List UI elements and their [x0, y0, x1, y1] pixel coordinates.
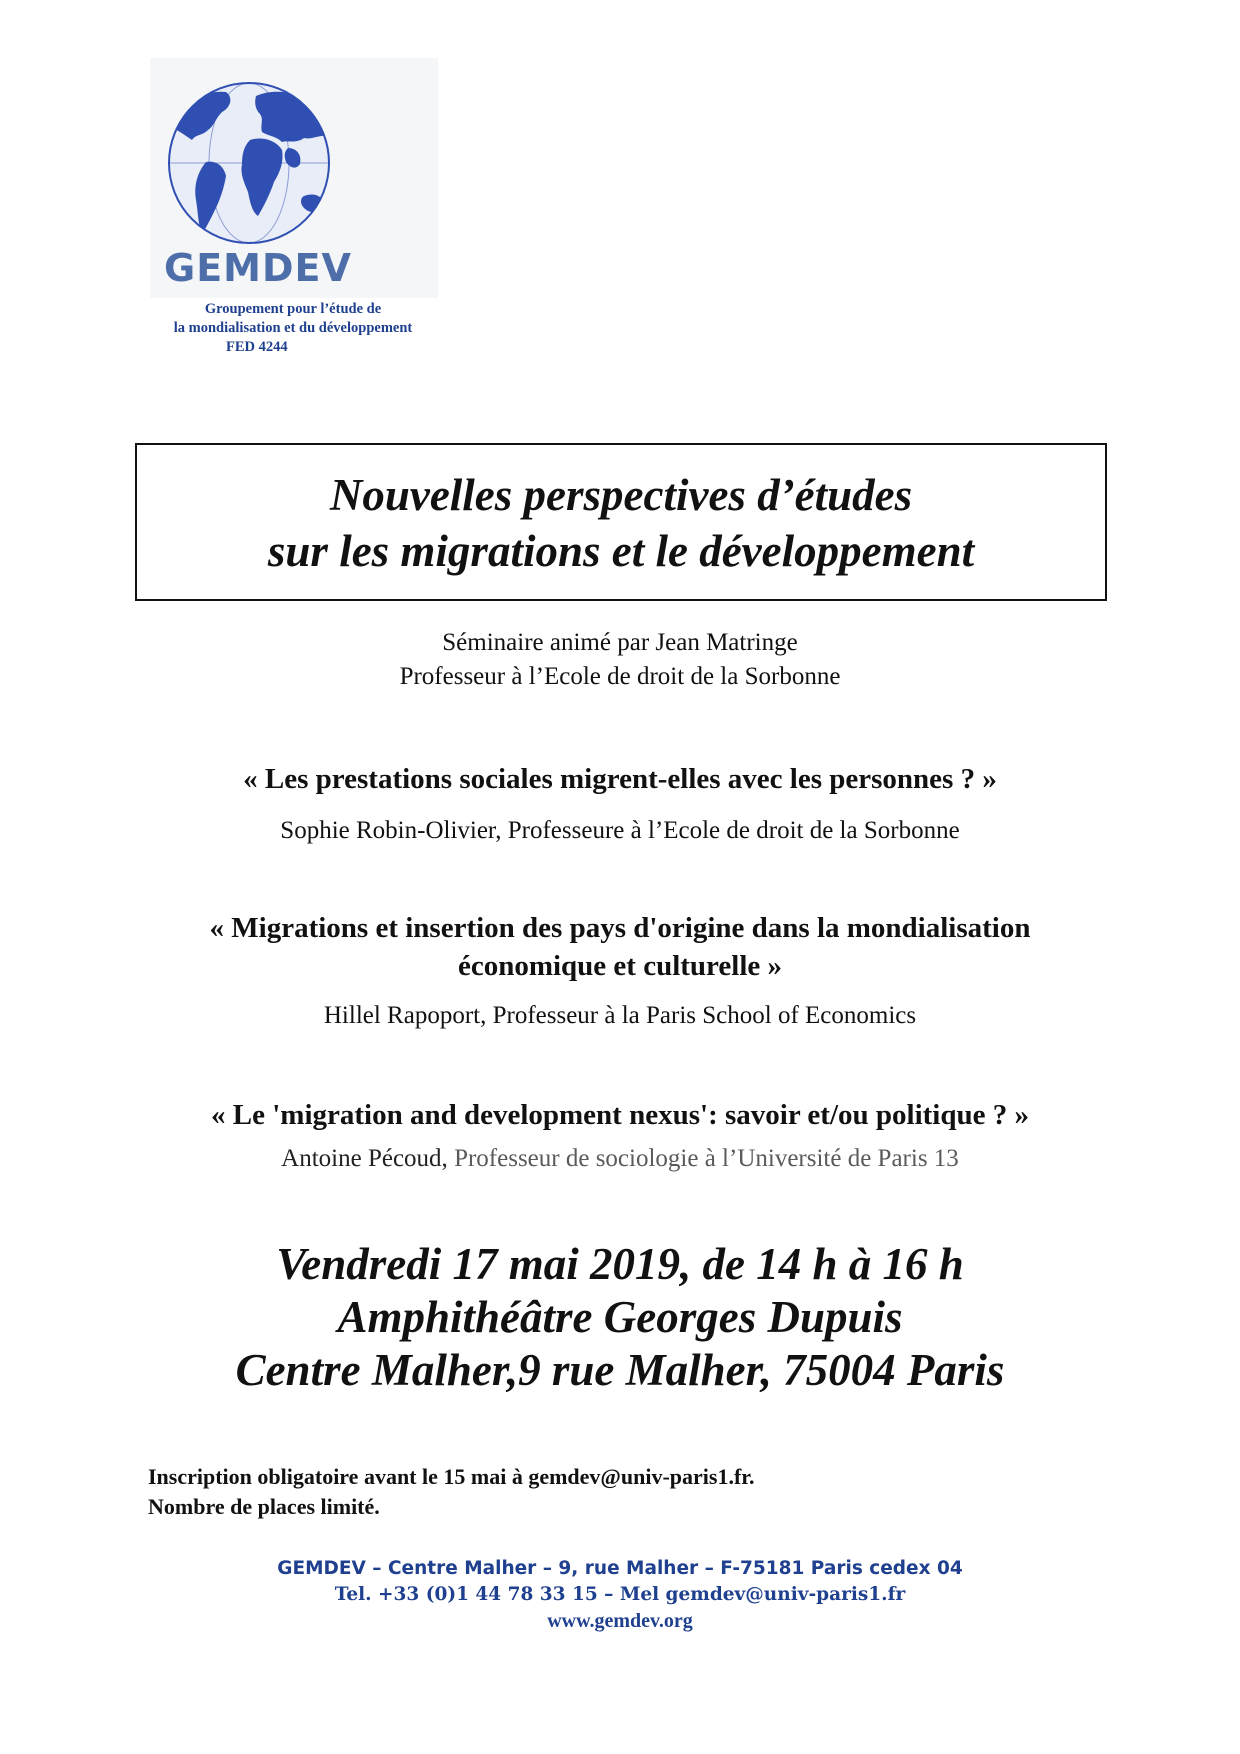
seminar-host [0, 626, 1240, 694]
talk-2-speaker: Hillel Rapoport, Professeur à la Paris School of Economics [323, 1002, 917, 1029]
org-name-line-1: Groupement pour l’étude de [204, 301, 382, 317]
talk-1-speaker: Sophie Robin-Olivier, Professeure à l’Ecole de droit de la Sorbonne [280, 817, 960, 844]
event-room: Amphithéâtre Georges Dupuis [337, 1292, 903, 1342]
talk-1 [0, 760, 1240, 847]
contact-footer [0, 1556, 1240, 1634]
talk-3-speaker-name: Antoine Pécoud, [281, 1145, 448, 1172]
talk-3 [0, 1096, 1240, 1175]
footer-website-link[interactable]: www.gemdev.org [547, 1610, 693, 1632]
registration-line: Inscription obligatoire avant le 15 mai à gemdev@univ-paris1.fr. [148, 1464, 755, 1489]
gemdev-logo [150, 58, 438, 298]
event-date: Vendredi 17 mai 2019, de 14 h à 16 h [276, 1239, 964, 1289]
registration-notice [148, 1462, 755, 1522]
talk-3-speaker-role: Professeur de sociologie à l’Université de Paris 13 [447, 1145, 959, 1172]
globe-icon [164, 78, 334, 248]
org-description [138, 300, 448, 357]
event-details [0, 1238, 1240, 1397]
talk-3-speaker [0, 1143, 1240, 1175]
talk-2-title-line-1: « Migrations et insertion des pays d'origine dans la mondialisation [209, 912, 1031, 944]
limited-seats-line: Nombre de places limité. [148, 1494, 380, 1519]
org-name-line-2: la mondialisation et du développement [173, 320, 413, 336]
seminar-title-box [135, 443, 1107, 601]
seminar-title-line-1: Nouvelles perspectives d’études [329, 470, 913, 520]
footer-phone-email: Tel. +33 (0)1 44 78 33 15 – Mel gemdev@univ-paris1.fr [334, 1584, 906, 1605]
talk-2 [0, 909, 1240, 1032]
seminar-host-affiliation: Professeur à l’Ecole de droit de la Sorbonne [399, 663, 841, 690]
seminar-host-line: Séminaire animé par Jean Matringe [442, 629, 798, 656]
event-address: Centre Malher,9 rue Malher, 75004 Paris [235, 1345, 1005, 1395]
talk-3-title: « Le 'migration and development nexus': savoir et/ou politique ? » [211, 1099, 1029, 1131]
footer-address: GEMDEV – Centre Malher – 9, rue Malher – F-75181 Paris cedex 04 [277, 1558, 963, 1579]
talk-1-title: « Les prestations sociales migrent-elles avec les personnes ? » [243, 763, 997, 795]
seminar-title-line-2: sur les migrations et le développement [267, 526, 975, 576]
gemdev-wordmark: GEMDEV [164, 246, 352, 290]
talk-2-title-line-2: économique et culturelle » [457, 950, 783, 982]
org-fed-number: FED 4244 [226, 339, 288, 355]
